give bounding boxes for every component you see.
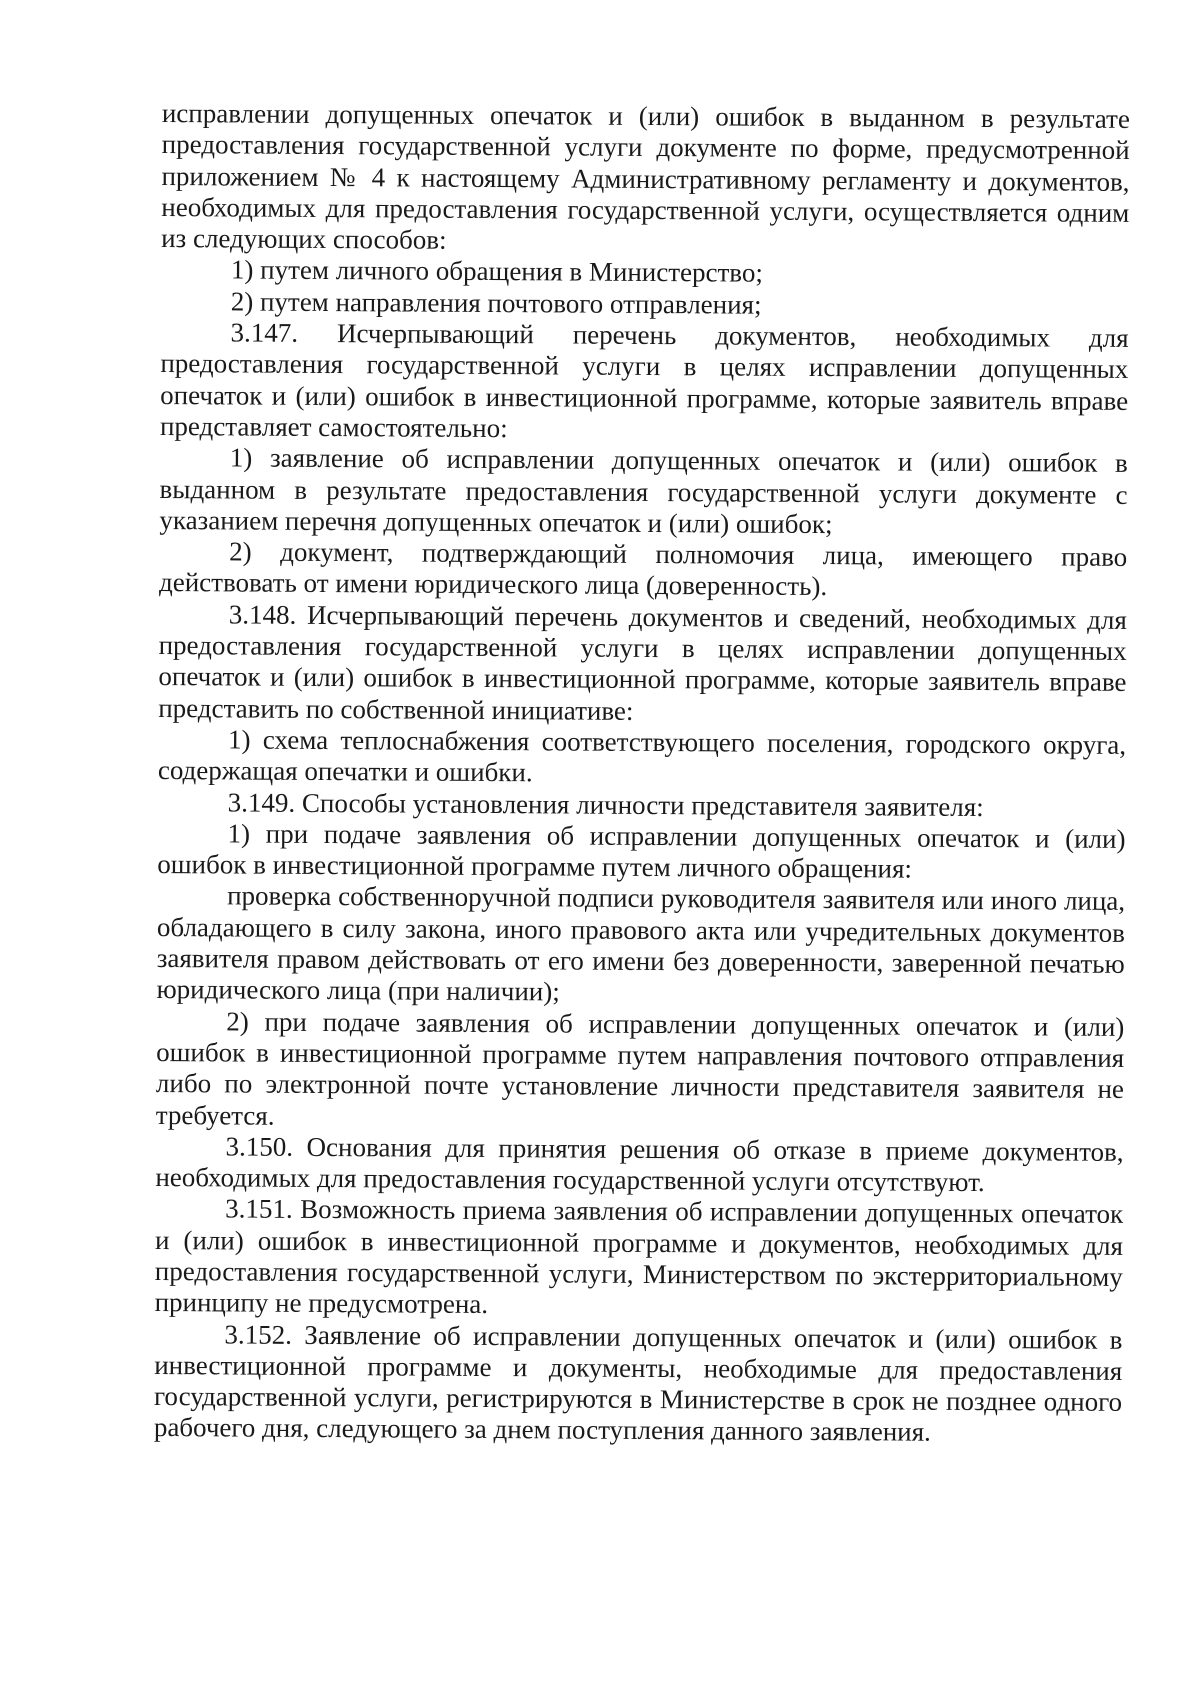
paragraph-method-2: 2) путем направления почтового отправления; <box>230 286 762 320</box>
paragraph-3-148: 3.148. Исчерпывающий перечень документов и сведений, необходимых для предоставления государственной услуги в целях исправлении допущенных опечаток и (или) ошибок в инвестиционной программе, которые заявитель вправе представить по собственной инициативе: <box>158 599 1127 726</box>
paragraph-3-147-item-1: 1) заявление об исправлении допущенных опечаток и (или) ошибок в выданном в результате предоставления государственной услуги документе с указанием перечня допущенных опечаток и (или) ошибок; <box>159 442 1128 539</box>
paragraph-3-151: 3.151. Возможность приема заявления об исправлении допущенных опечаток и (или) ошибок в инвестиционной программе и документов, необходимых для предоставления государственной услуги, Министерством по экстерриториальному принципу не предусмотрена. <box>154 1193 1124 1320</box>
paragraph-3-149: 3.149. Способы установления личности представителя заявителя: <box>227 786 984 822</box>
paragraph-3-149-signature-check: проверка собственноручной подписи руководителя заявителя или иного лица, обладающего в силу закона, иного правового акта или учредительных документов заявителя правом действовать от его имени без доверенности, заверенной печатью юридического лица (при наличии); <box>156 880 1126 1007</box>
paragraph-3-147-item-2: 2) документ, подтверждающий полномочия лица, имеющего право действовать от имени юридического лица (доверенность). <box>158 536 1128 602</box>
paragraph-3-149-item-2: 2) при подаче заявления об исправлении допущенных опечаток и (или) ошибок в инвестиционной программе путем направления почтового отправления либо по электронной почте установление личности представителя заявителя не требуется. <box>155 1006 1125 1131</box>
paragraph-3-148-item-1: 1) схема теплоснабжения соответствующего поселения, городского округа, содержащая опечатки и ошибки. <box>157 724 1127 788</box>
paragraph-3-149-item-1: 1) при подаче заявления об исправлении допущенных опечаток и (или) ошибок в инвестиционной программе путем личного обращения: <box>157 818 1126 884</box>
paragraph-3-152: 3.152. Заявление об исправлении допущенных опечаток и (или) ошибок в инвестиционной программе и документы, необходимые для предоставления государственной услуги, регистрируются в Министерстве в срок не позднее одного рабочего дня, следующего за днем поступления данного заявления. <box>153 1318 1123 1448</box>
paragraph-3-150: 3.150. Основания для принятия решения об отказе в приеме документов, необходимых для предоставления государственной услуги отсутствуют. <box>155 1131 1124 1198</box>
paragraph-method-1: 1) путем личного обращения в Министерство; <box>230 254 763 289</box>
paragraph-3-147: 3.147. Исчерпывающий перечень документов, необходимых для предоставления государственной услуги в целях исправлении допущенных опечаток и (или) ошибок в инвестиционной программе, которые заявитель вправе представляет самостоятельно: <box>159 317 1129 444</box>
paragraph-continuation: исправлении допущенных опечаток и (или) ошибок в выданном в результате предоставления государственной услуги документе по форме, предусмотренной приложением № 4 к настоящему Административному регламенту и документов, необходимых для предоставления государственной услуги, осуществляется одним из следующих способов: <box>161 98 1130 255</box>
document-page <box>154 98 1130 1450</box>
